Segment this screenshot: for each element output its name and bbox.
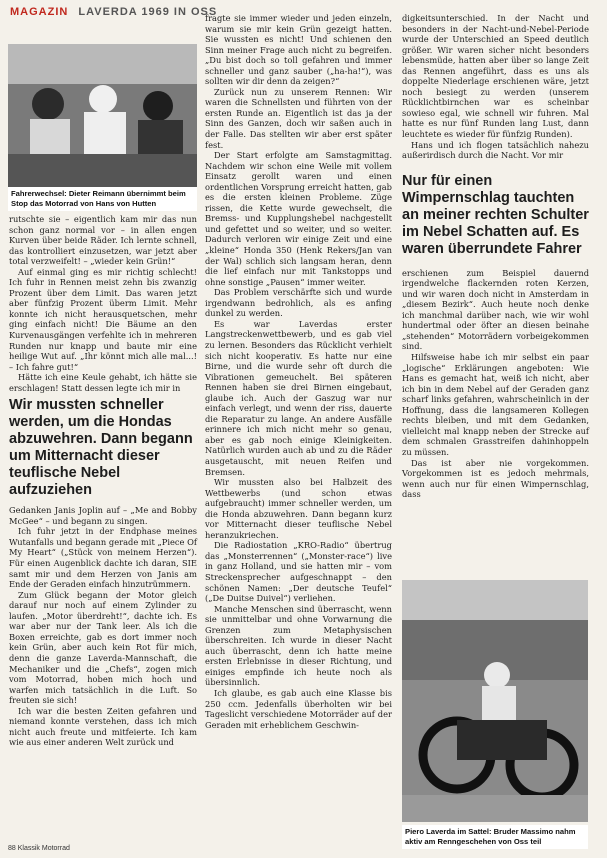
photo-rider-change-caption: Fahrerwechsel: Dieter Reimann übernimmt beim Stop das Motorrad von Hans von Hutten xyxy=(8,187,197,211)
section-title: LAVERDA 1969 IN OSS xyxy=(78,6,218,18)
paragraph: Es war Laverdas erster Langstreckenwettbewerb, und es gab viel zu lernen. Besonders das Rücklicht verhielt sich nicht kooperativ. Es hatte nur eine Birne, und die wurde sehr oft durch die Vibrationen gemeuchelt. Bei späteren Rennen haben sie drei Birnen eingebaut, glaube ich. Auch der Gaszug war nur einfach verlegt, und wenn der riss, dauerte die Reparatur zu lange. An andere Ausfälle erinnere ich mich nicht mehr so genau, aber es gab noch einige Kleinigkeiten. Natürlich wurden auch ab und zu die Räder ausgetauscht, mit neuen Reifen und Bremsen. xyxy=(205,318,392,477)
photo-rider-change xyxy=(8,44,197,187)
section-heading: Nur für einen Wimpernschlag tauchten an meiner rechten Schulter im Nebel Schatten auf. Es waren überrundete Fahrer xyxy=(402,172,589,257)
paragraph: Gedanken Janis Joplin auf – „Me and Bobby McGee“ – und begann zu singen. xyxy=(9,505,197,526)
column-2 xyxy=(205,13,392,730)
paragraph: Manche Menschen sind überrascht, wenn sie unmittelbar und ohne Vorwarnung die Grenzen zum Metaphysischen überschreiten. Ich wurde in dieser Nacht auch überrascht, denn ich hatte meine ersten Erlebnisse in dieser Richtung, und einiges empfinde ich heute noch als übersinnlich. xyxy=(205,603,392,688)
photo-laverda-saddle xyxy=(402,580,588,822)
paragraph: Ich war die besten Zeiten gefahren und niemand konnte verstehen, dass ich mich nicht auch freute und mitfeierte. Ich kam wie aus einer anderen Welt zurück und xyxy=(9,705,197,748)
publication-name: Klassik Motorrad xyxy=(17,845,70,852)
paragraph: Der Start erfolgte am Samstagmittag. Nachdem wir schon eine Weile mit vollem Einsatz gerollt waren und einen ordentlichen Vorsprung erreicht hatten, gab es die ersten kleinen Probleme. Züge rissen, die Kette wurde gewechselt, die Bremss- und Kupplungshebel nachgestellt und gefettet und so weiter, und so weiter. Dadurch verloren wir einige Zeit und eine „kleine“ Honda 350 (Henk Rekers/Jan van der Wal) schlich sich langsam heran, denn die lief einfach nur mit Tankstopps und ohne sonstige „Pausen“ immer weiter. xyxy=(205,150,392,287)
page-footer xyxy=(8,845,70,852)
page-header xyxy=(10,6,217,18)
paragraph: Das ist aber nie vorgekommen. Vorgekommen ist es jedoch mehrmals, wenn auch nur für einen Wimpernschlag, dass xyxy=(402,457,589,500)
paragraph: Die Radiostation „KRO-Radio“ übertrug das „Monsterrennen“ („Monster-race“) live in ganz Holland, und sie hatten mir – vom Streckensprecher aufgeschnappt – den schönen Namen: „Der deutsche Teufel“ („De Duitse Duivel“) verliehen. xyxy=(205,540,392,604)
magazine-label: MAGAZIN xyxy=(10,6,69,18)
paragraph: digkeitsunterschied. In der Nacht und besonders in der Nacht-und-Nebel-Periode wurde der Unterschied an Speed deutlich größer. Wir waren sicher nicht besonders lebensmüde, hatten aber über so lange Zeit das Rennen angeführt, dass es uns als doppelte Niederlage erschienen wäre, jetzt noch besiegt zu werden (unserem Rücklichtbirnchen war es scheinbar sowieso egal, wie schnell wir fuhren. Mal hatte es nur fünf Runden lang Lust, dann leuchtete es wieder für fünfzig Runden). xyxy=(402,13,589,140)
photo-laverda-saddle-image xyxy=(402,580,588,822)
paragraph: Ich glaube, es gab auch eine Klasse bis 250 ccm. Jedenfalls überholten wir bei Tageslicht verschiedene Motorräder auf der Geraden mit erheblichem Geschwin- xyxy=(205,688,392,730)
paragraph: Das Problem verschärfte sich und wurde irgendwann bedrohlich, als es anfing dunkel zu werden. xyxy=(205,287,392,319)
paragraph: fragte sie immer wieder und jeden einzeln, warum sie mir kein Grün gezeigt hatten. Sie wussten es nicht! Und schienen den Sinn meiner Frage auch nicht zu begreifen. „Du bist doch so toll gefahren und immer schneller und ganz sauber („ha-ha!“), was sollten wir dir denn da zeigen?“ xyxy=(205,13,392,87)
page-number: 88 xyxy=(8,845,16,852)
paragraph: rutschte sie – eigentlich kam mir das nun schon ganz normal vor – in allen engen Kurven über beide Räder. Ich lernte schnell, das kontrolliert einzusetzen, war jetzt aber total verzweifelt! – „wieder kein Grün!“ xyxy=(9,214,197,267)
paragraph: erschienen zum Beispiel dauernd irgendwelche flackernden roten Kerzen, und wir waren doch nicht in Amsterdam in „diesem Bezirk“. Auch heute noch denke ich manchmal darüber nach, wie wir wohl hundertmal oder öfter an diesen beinahe „stehenden“ Motorrädern vorbeigekommen sind. xyxy=(402,267,589,352)
paragraph: Hans und ich flogen tatsächlich nahezu außerirdisch durch die Nacht. Vor mir xyxy=(402,139,589,161)
paragraph: Zurück nun zu unserem Rennen: Wir waren die Schnellsten und führten von der ersten Runde an. Eigentlich ist das ja der Sinn des Ganzen, doch wir saßen auch in der Falle. Das stellten wir aber erst später fest. xyxy=(205,86,392,150)
paragraph: Wir mussten also bei Halbzeit des Wettbewerbs (und schon etwas aufgebraucht) immer schneller werden, um die Honda abzuwehren. Dann begann kurz vor Mitternacht dieser teuflische Nebel heranzukriechen. xyxy=(205,477,392,540)
photo-laverda-saddle-caption: Piero Laverda im Sattel: Bruder Massimo nahm aktiv am Renngeschehen von Oss teil xyxy=(402,825,588,849)
column-1 xyxy=(9,214,197,748)
paragraph: Ich fuhr jetzt in der Endphase meines Wutanfalls und begann gerade mit „Piece Of My Heart“ („Stück von meinem Herzen“). Für einen Augenblick dachte ich daran, SIE samt mir und dem Herzen von Janis am Ende der Geraden einfach hinzutrümmern. xyxy=(9,526,197,590)
paragraph: Hilfsweise habe ich mir selbst ein paar „logische“ Erklärungen angeboten: Wie Hans es gemacht hat, weiß ich nicht, aber ich bin in dem Nebel auf der Geraden ganz scharf links gefahren, wahrscheinlich in der Hoffnung, dass die langsameren Kollegen rechts bleiben, und mit dem Gedanken, vielleicht mal knapp neben der Strecke auf dem schmalen Grasstreifen dahinhoppeln zu müssen. xyxy=(402,352,589,457)
section-heading: Wir mussten schneller werden, um die Hondas abzuwehren. Dann begann um Mitternacht dieser teuflische Nebel aufzuziehen xyxy=(9,397,193,499)
paragraph: Hätte ich eine Keule gehabt, ich hätte sie erschlagen! Statt dessen legte ich mir in xyxy=(9,372,197,393)
paragraph: Zum Glück begann der Motor gleich darauf nur noch auf einem Zylinder zu laufen. „Motor überdreht!“, dachte ich. Es war aber nur der Tank leer. Als ich die Boxen erreichte, gab es dort immer noch kein Grün, aber auch kein Rot für mich, denn die ganze Laverda-Mannschaft, die Mechaniker und die „Chefs“, zogen mich vom Motorrad, hoben mich hoch und warfen mich tatsächlich in die Luft. So freuten sie sich! xyxy=(9,589,197,706)
photo-rider-change-image xyxy=(8,44,197,187)
column-3 xyxy=(402,13,589,500)
paragraph: Auf einmal ging es mir richtig schlecht! Ich fuhr in Rennen meist zehn bis zwanzig Prozent über dem Limit. Das waren jetzt aber fünfzig Prozent überm Limit. Mehr konnte ich nicht herausquetschen, mehr ging einfach nicht! Die Bäume an den Kurvenausgängen verfehlte ich in mehreren Runden nur knapp und baute mir eine heilige Wut auf. „Ihr könnt mich alle mal...! – Ich fahre gut!“ xyxy=(9,266,197,372)
